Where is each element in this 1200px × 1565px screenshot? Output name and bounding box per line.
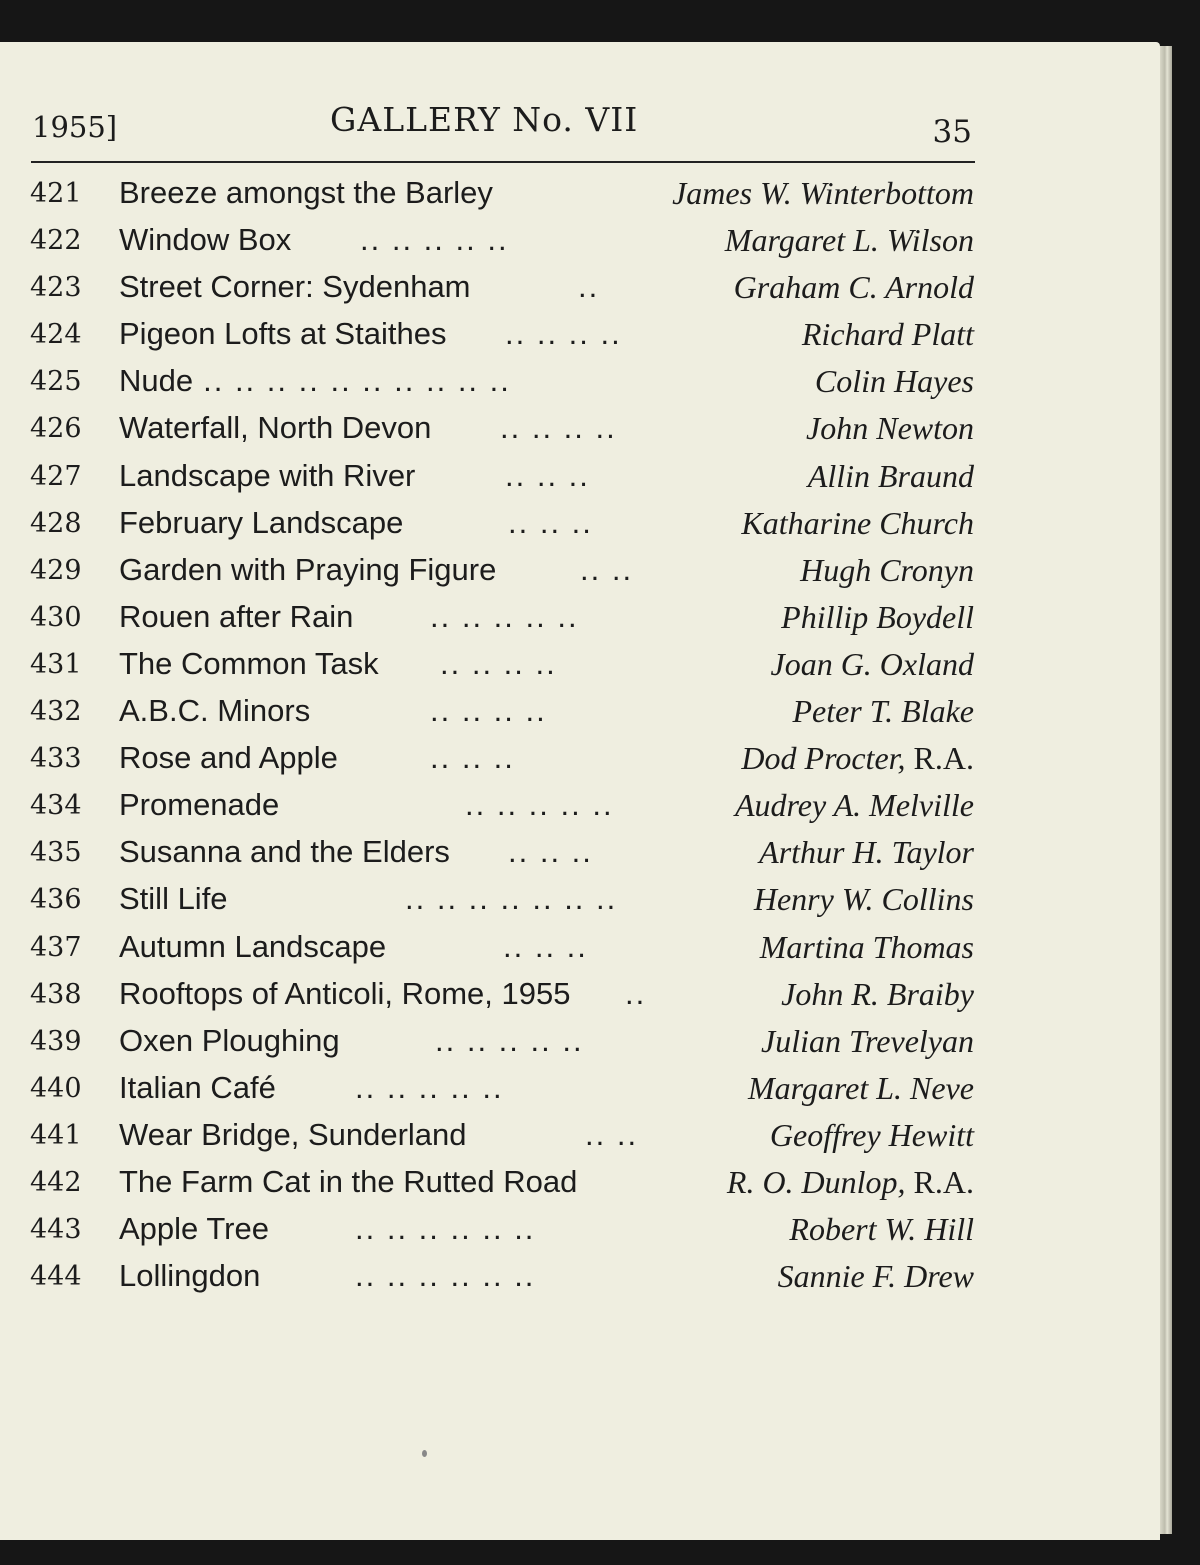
work-title: Waterfall, North Devon (119, 410, 432, 446)
work-title: Wear Bridge, Sunderland (119, 1116, 467, 1152)
dot-leader: .. .. .. .. .. (430, 598, 579, 634)
entry-number: 439 (30, 1025, 82, 1057)
entry-number: 433 (30, 743, 82, 775)
artist-name-text: Phillip Boydell (781, 598, 974, 635)
header-rule (31, 161, 975, 163)
dot-leader: .. .. .. .. .. .. .. (405, 881, 618, 917)
entry-number: 443 (30, 1214, 82, 1246)
work-title: Still Life (119, 881, 228, 917)
artist-name-text: Arthur H. Taylor (759, 834, 974, 871)
dot-leader: .. .. .. .. .. (355, 1069, 504, 1105)
artist-name-text: Audrey A. Melville (734, 787, 974, 824)
catalogue-entry (30, 1018, 976, 1065)
work-title: Apple Tree (119, 1211, 269, 1247)
entry-number: 435 (30, 837, 82, 869)
entry-number: 422 (30, 225, 82, 257)
dot-leader: .. .. .. .. (440, 645, 557, 681)
dot-leader: .. .. .. .. (500, 410, 617, 446)
entry-number: 423 (30, 272, 82, 304)
artist-honour: R.A. (905, 740, 974, 777)
artist-name (748, 1070, 974, 1107)
paper-speck (422, 1450, 427, 1457)
dot-leader: .. .. .. .. (430, 693, 547, 729)
catalogue-entry (30, 547, 976, 594)
artist-name-text: Graham C. Arnold (733, 269, 974, 306)
artist-name (806, 410, 974, 447)
dot-leader: .. .. (585, 1116, 639, 1152)
entry-number: 431 (30, 648, 82, 680)
dot-leader: .. .. .. (430, 740, 515, 776)
page-edge (1160, 46, 1172, 1534)
dot-leader: .. .. .. .. .. (465, 787, 614, 823)
artist-name (792, 693, 974, 730)
dot-leader: .. .. .. (508, 834, 593, 870)
catalogue-entry (30, 217, 976, 264)
work-title: Garden with Praying Figure (119, 551, 497, 587)
artist-name-text: Geoffrey Hewitt (769, 1116, 974, 1153)
artist-name (808, 458, 974, 495)
work-title: Susanna and the Elders (119, 834, 450, 870)
entry-number: 438 (30, 978, 82, 1010)
artist-name (815, 363, 974, 400)
artist-name (754, 881, 974, 918)
catalogue-entry (30, 405, 976, 452)
work-title: Autumn Landscape (119, 928, 387, 964)
artist-name-text: Richard Platt (801, 316, 974, 353)
work-title: Street Corner: Sydenham (119, 269, 471, 305)
catalogue-entry (30, 829, 976, 876)
page-number: 35 (932, 114, 972, 150)
artist-name (761, 1023, 974, 1060)
artist-name-text: Peter T. Blake (792, 693, 974, 730)
dot-leader: .. .. .. .. .. .. (355, 1258, 536, 1294)
work-title: Oxen Ploughing (119, 1022, 340, 1058)
artist-name (789, 1211, 974, 1248)
catalogue-entry (30, 782, 976, 829)
catalogue-entry (30, 264, 976, 311)
catalogue-entry (30, 311, 976, 358)
artist-name (770, 1117, 974, 1154)
artist-name-text: Julian Trevelyan (761, 1022, 974, 1059)
artist-name (802, 316, 974, 353)
work-title: The Farm Cat in the Rutted Road (119, 1163, 578, 1199)
entry-number: 425 (30, 366, 82, 398)
artist-name (770, 646, 974, 683)
dot-leader: .. .. .. (508, 504, 593, 540)
dot-leader: .. .. .. (503, 928, 588, 964)
artist-name (759, 834, 974, 871)
catalogue-entry (30, 735, 976, 782)
entry-number: 421 (30, 178, 82, 209)
work-title: February Landscape (119, 504, 404, 540)
work-title: The Common Task (119, 645, 379, 681)
catalogue-entry (30, 876, 976, 923)
work-title: Window Box (119, 222, 292, 258)
work-title: Pigeon Lofts at Staithes (119, 316, 447, 352)
artist-name-text: John Newton (806, 410, 974, 447)
entry-number: 427 (30, 460, 82, 492)
catalogue-entry (30, 170, 976, 217)
entry-number: 436 (30, 884, 82, 916)
work-title: Promenade (119, 787, 280, 823)
work-title: Rose and Apple (119, 740, 338, 776)
running-header (30, 100, 976, 154)
entry-number: 429 (30, 554, 82, 586)
catalogue-entry (30, 1253, 976, 1300)
artist-name (781, 599, 974, 636)
entry-number: 434 (30, 790, 82, 822)
catalogue-entry (30, 1112, 976, 1159)
artist-name (672, 175, 974, 212)
artist-name-text: Hugh Cronyn (800, 551, 974, 588)
dot-leader: .. .. .. .. .. .. (355, 1211, 536, 1247)
artist-name-text: Dod Procter, (741, 740, 906, 777)
artist-name-text: John R. Braiby (781, 975, 974, 1012)
work-title: Lollingdon (119, 1258, 261, 1294)
entry-number: 442 (30, 1166, 82, 1198)
entry-number: 430 (30, 601, 82, 633)
work-title: Rooftops of Anticoli, Rome, 1955 (119, 975, 571, 1011)
entry-number: 426 (30, 413, 82, 445)
artist-name-text: Martina Thomas (759, 928, 974, 965)
entry-number: 440 (30, 1072, 82, 1104)
artist-name-text: Katharine Church (741, 504, 974, 541)
dot-leader: .. .. .. .. .. (435, 1022, 584, 1058)
artist-name (760, 929, 974, 966)
artist-name-text: Colin Hayes (814, 363, 974, 400)
work-title: Landscape with River (119, 457, 416, 493)
work-title: Rouen after Rain (119, 598, 354, 634)
dot-leader: .. .. .. .. .. .. .. .. .. .. (203, 363, 511, 399)
artist-name-text: Robert W. Hill (789, 1211, 974, 1248)
artist-name (741, 505, 974, 542)
artist-name (800, 552, 974, 589)
dot-leader: .. (625, 975, 647, 1011)
artist-name (734, 269, 974, 306)
entry-number: 424 (30, 319, 82, 351)
catalogue-entry (30, 688, 976, 735)
work-title: Breeze amongst the Barley (119, 175, 493, 210)
artist-honour: R.A. (905, 1163, 974, 1200)
dot-leader: .. .. .. .. (505, 316, 622, 352)
entry-number: 437 (30, 931, 82, 963)
artist-name-text: Allin Braund (807, 457, 974, 494)
artist-name (725, 222, 974, 259)
catalogue-entry (30, 1206, 976, 1253)
artist-name-text: Margaret L. Wilson (724, 222, 974, 259)
dot-leader: .. .. .. (505, 457, 590, 493)
catalogue-entry (30, 1065, 976, 1112)
catalogue-entry (30, 1159, 976, 1206)
work-title: A.B.C. Minors (119, 693, 311, 729)
catalogue-entry (30, 971, 976, 1018)
catalogue-list (30, 170, 976, 1300)
catalogue-entry (30, 641, 976, 688)
catalogue-entry (30, 500, 976, 547)
entry-number: 428 (30, 507, 82, 539)
catalogue-entry (30, 924, 976, 971)
artist-name (781, 976, 974, 1013)
catalogue-entry (30, 453, 976, 500)
entry-number: 444 (30, 1261, 82, 1293)
entry-number: 432 (30, 696, 82, 728)
header-year: 1955] (32, 110, 118, 144)
artist-name (741, 740, 974, 777)
dot-leader: .. (578, 269, 600, 305)
artist-name-text: James W. Winterbottom (672, 175, 974, 211)
work-title: Italian Café (119, 1069, 276, 1105)
gallery-title: GALLERY No. VII (330, 100, 639, 139)
artist-name-text: Henry W. Collins (753, 881, 974, 918)
artist-name-text: Margaret L. Neve (747, 1069, 974, 1106)
catalogue-entry (30, 358, 976, 405)
artist-name-text: R. O. Dunlop, (726, 1163, 906, 1200)
catalogue-entry (30, 594, 976, 641)
dot-leader: .. .. .. .. .. (360, 222, 509, 258)
artist-name-text: Sannie F. Drew (777, 1258, 974, 1295)
artist-name (778, 1258, 974, 1295)
artist-name (727, 1164, 974, 1201)
artist-name (735, 787, 974, 824)
entry-number: 441 (30, 1119, 82, 1151)
dot-leader: .. .. (580, 551, 634, 587)
work-title: Nude (119, 363, 194, 399)
artist-name-text: Joan G. Oxland (770, 645, 974, 682)
